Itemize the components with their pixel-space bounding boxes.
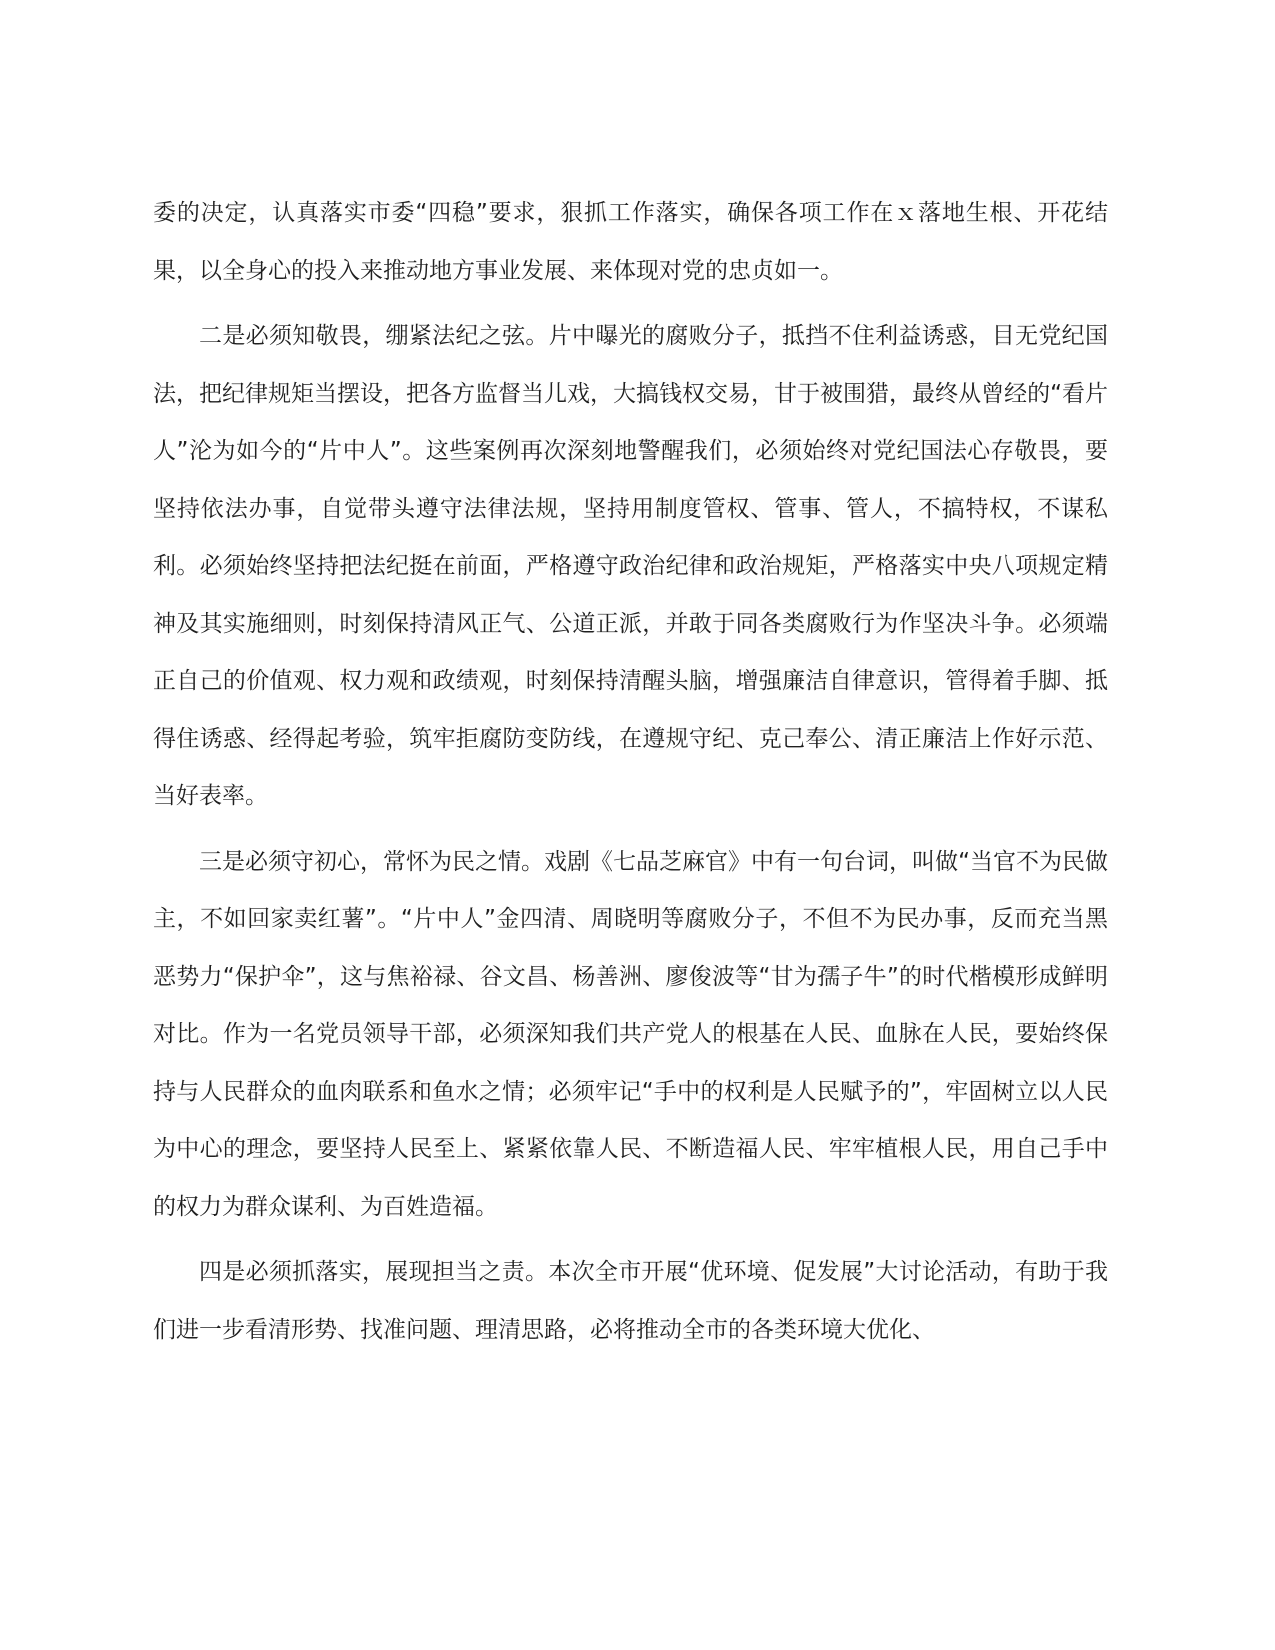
paragraph-point-two: 二是必须知敬畏，绷紧法纪之弦。片中曝光的腐败分子，抵挡不住利益诱惑，目无党纪国法，把纪律规矩当摆设，把各方监督当儿戏，大搞钱权交易，甘于被围猎，最终从曾经的“看片人”沦为如今的“片中人”。这些案例再次深刻地警醒我们，必须始终对党纪国法心存敬畏，要坚持依法办事，自觉带头遵守法律法规，坚持用制度管权、管事、管人，不搞特权，不谋私利。必须始终坚持把法纪挺在前面，严格遵守政治纪律和政治规矩，严格落实中央八项规定精神及其实施细则，时刻保持清风正气、公道正派，并敢于同各类腐败行为作坚决斗争。必须端正自己的价值观、权力观和政绩观，时刻保持清醒头脑，增强廉洁自律意识，管得着手脚、抵得住诱惑、经得起考验，筑牢拒腐防变防线，在遵规守纪、克己奉公、清正廉洁上作好示范、当好表率。 — [153, 323, 1108, 809]
paragraph-continuation: 委的决定，认真落实市委“四稳”要求，狠抓工作落实，确保各项工作在ｘ落地生根、开花结果，以全身心的投入来推动地方事业发展、来体现对党的忠贞如一。 — [153, 200, 1108, 284]
paragraph-point-three: 三是必须守初心，常怀为民之情。戏剧《七品芝麻官》中有一句台词，叫做“当官不为民做主，不如回家卖红薯”。“片中人”金四清、周晓明等腐败分子，不但不为民办事，反而充当黑恶势力“保护伞”，这与焦裕禄、谷文昌、杨善洲、廖俊波等“甘为孺子牛”的时代楷模形成鲜明对比。作为一名党员领导干部，必须深知我们共产党人的根基在人民、血脉在人民，要始终保持与人民群众的血肉联系和鱼水之情；必须牢记“手中的权利是人民赋予的”，牢固树立以人民为中心的理念，要坚持人民至上、紧紧依靠人民、不断造福人民、牢牢植根人民，用自己手中的权力为群众谋利、为百姓造福。 — [153, 848, 1108, 1220]
document-body — [153, 185, 1108, 1359]
paragraph-point-four: 四是必须抓落实，展现担当之责。本次全市开展“优环境、促发展”大讨论活动，有助于我们进一步看清形势、找准问题、理清思路，必将推动全市的各类环境大优化、 — [153, 1259, 1108, 1343]
